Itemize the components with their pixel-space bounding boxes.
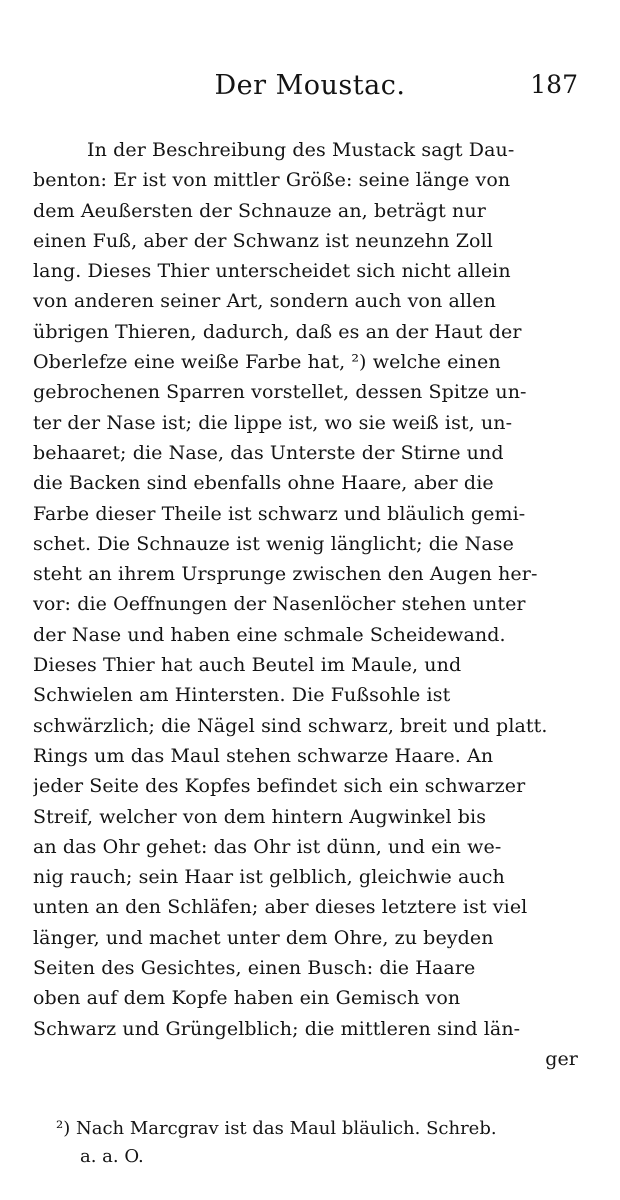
text-line: einen Fuß, aber der Schwanz ist neunzehn Zoll <box>33 229 493 252</box>
body-text <box>33 135 578 1074</box>
text-line: oben auf dem Kopfe haben ein Gemisch von <box>33 987 461 1010</box>
text-line: übrigen Thieren, dadurch, daß es an der Haut der <box>33 320 522 343</box>
text-line: Schwielen am Hintersten. Die Fußsohle ist <box>33 684 451 707</box>
text-line: benton: Er ist von mittler Größe: seine länge von <box>33 169 511 192</box>
text-line: Farbe dieser Theile ist schwarz und bläulich gemi- <box>33 502 526 525</box>
text-line: behaaret; die Nase, das Unterste der Stirne und <box>33 441 504 464</box>
footnote-line: a. a. O. <box>80 1146 144 1167</box>
text-line: steht an ihrem Ursprunge zwischen den Augen her- <box>33 563 538 586</box>
text-line: jeder Seite des Kopfes befindet sich ein schwarzer <box>33 775 526 798</box>
footnote-line: ²) Nach Marcgrav ist das Maul bläulich. Schreb. <box>56 1118 497 1139</box>
text-line: die Backen sind ebenfalls ohne Haare, aber die <box>33 472 494 495</box>
footnote <box>56 1115 576 1171</box>
text-line: lang. Dieses Thier unterscheidet sich nicht allein <box>33 260 511 283</box>
page-number: 187 <box>530 70 578 99</box>
text-line: vor: die Oeffnungen der Nasenlöcher stehen unter <box>33 593 526 616</box>
text-line: unten an den Schläfen; aber dieses letztere ist viel <box>33 896 528 919</box>
text-line: schwärzlich; die Nägel sind schwarz, breit und platt. <box>33 714 548 737</box>
text-line: dem Aeußersten der Schnauze an, beträgt nur <box>33 199 486 222</box>
text-line: Oberlefze eine weiße Farbe hat, ²) welche einen <box>33 351 501 374</box>
text-line: In der Beschreibung des Mustack sagt Dau- <box>87 139 515 161</box>
text-line: Dieses Thier hat auch Beutel im Maule, und <box>33 654 462 677</box>
text-line: von anderen seiner Art, sondern auch von allen <box>33 290 496 313</box>
text-line: Streif, welcher von dem hintern Augwinkel bis <box>33 805 487 828</box>
text-line: gebrochenen Sparren vorstellet, dessen Spitze un- <box>33 381 527 404</box>
text-line: der Nase und haben eine schmale Scheidewand. <box>33 623 506 646</box>
text-line: nig rauch; sein Haar ist gelblich, gleichwie auch <box>33 866 505 889</box>
running-head <box>0 70 620 110</box>
text-line: Seiten des Gesichtes, einen Busch: die Haare <box>33 957 476 980</box>
text-line: Schwarz und Grüngelblich; die mittleren sind län- <box>33 1017 521 1040</box>
text-line: ter der Nase ist; die lippe ist, wo sie weiß ist, un- <box>33 411 513 434</box>
text-line: Rings um das Maul stehen schwarze Haare. An <box>33 744 494 767</box>
page-title: Der Moustac. <box>214 70 406 101</box>
catchword: ger <box>545 1047 578 1070</box>
text-line: schet. Die Schnauze ist wenig länglicht; die Nase <box>33 532 514 555</box>
text-line: an das Ohr gehet: das Ohr ist dünn, und ein we- <box>33 835 502 858</box>
text-line: länger, und machet unter dem Ohre, zu beyden <box>33 926 494 949</box>
